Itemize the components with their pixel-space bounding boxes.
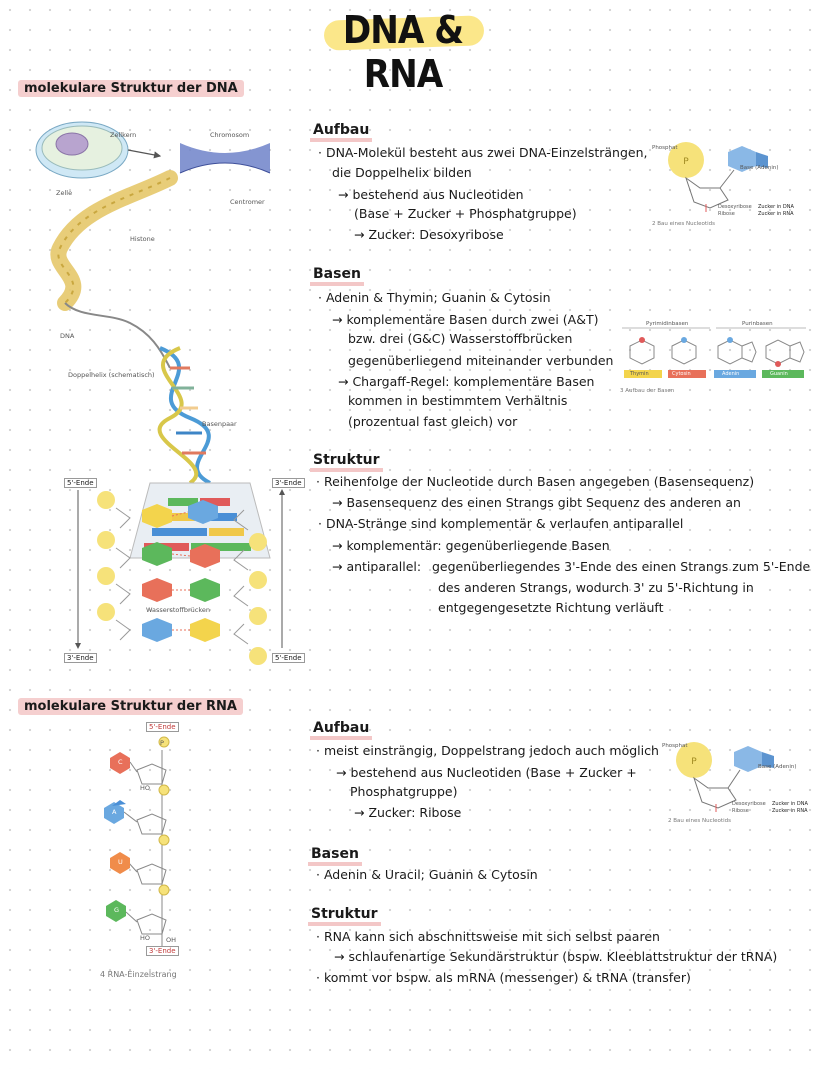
label-guanin: Guanin <box>770 371 788 377</box>
dna-structure-figure <box>20 118 310 678</box>
svg-text:P: P <box>691 757 697 767</box>
label-doppelhelix: Doppelhelix (schematisch) <box>68 371 155 379</box>
rna-struktur-heading: Struktur <box>308 906 381 926</box>
rna-aufbau-line: Phosphatgruppe) <box>350 784 458 799</box>
rna-nuc-label-phosphat: Phosphat <box>662 743 688 749</box>
rna-label-ho: HO <box>140 784 151 792</box>
rna-label-g: G <box>114 906 120 914</box>
dna-section-heading: molekulare Struktur der DNA <box>18 80 244 97</box>
rna-aufbau-heading: Aufbau <box>310 720 372 740</box>
rna-strand-figure <box>92 720 202 965</box>
dna-aufbau-line: (Base + Zucker + Phosphatgruppe) <box>354 206 577 221</box>
nuc-label-phosphat: Phosphat <box>652 145 678 151</box>
rna-label-u: U <box>118 858 123 866</box>
dna-basen-line: gegenüberliegend miteinander verbunden <box>348 353 614 368</box>
dna-basen-line: kommen in bestimmtem Verhältnis <box>348 393 568 408</box>
label-3-ende-left: 3'-Ende <box>64 653 97 663</box>
dna-basen-line: bzw. drei (G&C) Wasserstoffbrücken <box>348 331 573 346</box>
label-purinbasen: Purinbasen <box>742 321 773 327</box>
rna-basen-heading: Basen <box>308 846 362 866</box>
label-5-ende-right: 5'-Ende <box>272 653 305 663</box>
label-zelle: Zelle <box>56 189 73 197</box>
label-zellkern: Zellkern <box>110 131 137 139</box>
rna-basen-line: · Adenin & Uracil; Guanin & Cytosin <box>316 867 538 882</box>
dna-basen-line: (prozentual fast gleich) vor <box>348 414 518 429</box>
dna-aufbau-line: · DNA-Molekül besteht aus zwei DNA-Einzelsträngen, <box>318 145 648 160</box>
rna-nuc-caption: 2 Bau eines Nucleotids <box>668 818 731 824</box>
rna-struktur-line: · RNA kann sich abschnittsweise mit sich selbst paaren <box>316 929 660 944</box>
page-title: DNA & RNA <box>318 6 488 58</box>
dna-struktur-line: · DNA-Stränge sind komplementär & verlaufen antiparallel <box>318 516 684 531</box>
label-centromer: Centromer <box>230 198 265 206</box>
dna-basen-line: · Adenin & Thymin; Guanin & Cytosin <box>318 290 551 305</box>
dna-struktur-heading: Struktur <box>310 452 383 472</box>
dna-struktur-line: gegenüberliegendes 3'-Ende des einen Strangs zum 5'-Ende <box>432 559 811 574</box>
rna-nuc-label-zucker-dna: Zucker in DNA <box>772 801 808 807</box>
label-histone: Histone <box>130 235 155 243</box>
rna-label-p: P <box>160 739 164 747</box>
dna-struktur-line: → komplementär: gegenüberliegende Basen <box>332 538 610 553</box>
dna-struktur-line: → Basensequenz des einen Strangs gibt Sequenz des anderen an <box>332 495 741 510</box>
dna-aufbau-line: → bestehend aus Nucleotiden <box>338 187 524 202</box>
rna-aufbau-line: → Zucker: Ribose <box>354 805 462 820</box>
rna-section-heading: molekulare Struktur der RNA <box>18 698 243 715</box>
dna-struktur-line: des anderen Strangs, wodurch 3' zu 5'-Richtung in <box>438 580 754 595</box>
rna-label-ho: HO <box>140 934 151 942</box>
label-3-ende-right: 3'-Ende <box>272 478 305 488</box>
rna-nuc-label-base: Base (Adenin) <box>758 764 797 770</box>
rna-nuc-label-ribose: Ribose <box>732 808 749 814</box>
rna-label-c: C <box>118 758 123 766</box>
label-wasserstoffbruecken: Wasserstoffbrücken <box>146 606 210 614</box>
rna-nuc-label-desoxyribose: Desoxyribose <box>732 801 766 807</box>
rna-struktur-line: · kommt vor bspw. als mRNA (messenger) & tRNA (transfer) <box>316 970 691 985</box>
dna-struktur-line: · Reihenfolge der Nucleotide durch Basen angegeben (Basensequenz) <box>316 474 755 489</box>
label-chromosom: Chromosom <box>210 131 250 139</box>
nuc-label-zucker-dna: Zucker in DNA <box>758 204 794 210</box>
rna-aufbau-line: · meist einsträngig, Doppelstrang jedoch auch möglich <box>316 743 659 758</box>
dna-aufbau-line: die Doppelhelix bilden <box>332 165 472 180</box>
nuc-caption: 2 Bau eines Nucleotids <box>652 221 715 227</box>
rna-struktur-line: → schlaufenartige Sekundärstruktur (bspw. Kleeblattstruktur der tRNA) <box>334 949 778 964</box>
label-pyrimidinbasen: Pyrimidinbasen <box>646 321 689 327</box>
dna-basen-line: → Chargaff-Regel: komplementäre Basen <box>338 374 595 389</box>
dna-struktur-line: entgegengesetzte Richtung verläuft <box>438 600 664 615</box>
rna-caption: 4 RNA-Einzelstrang <box>100 970 177 979</box>
rna-label-oh: OH <box>166 936 177 944</box>
dna-struktur-line: → antiparallel: <box>332 559 422 574</box>
dna-aufbau-heading: Aufbau <box>310 122 372 142</box>
label-adenin: Adenin <box>722 371 740 377</box>
bases-caption: 3 Aufbau der Basen <box>620 388 675 394</box>
dna-basen-line: → komplementäre Basen durch zwei (A&T) <box>332 312 599 327</box>
label-5-ende-left: 5'-Ende <box>64 478 97 488</box>
dna-aufbau-line: → Zucker: Desoxyribose <box>354 227 504 242</box>
rna-label-5-ende: 5'-Ende <box>146 722 179 732</box>
nuc-label-ribose: Ribose <box>718 211 735 217</box>
nuc-label-desoxyribose: Desoxyribose <box>718 204 752 210</box>
label-cytosin: Cytosin <box>672 371 691 377</box>
nuc-label-zucker-rna: Zucker in RNA <box>758 211 794 217</box>
label-basenpaar: Basenpaar <box>202 420 237 428</box>
rna-nuc-label-zucker-rna: Zucker in RNA <box>772 808 808 814</box>
nuc-label-base: Base (Adenin) <box>740 165 779 171</box>
svg-text:P: P <box>683 157 689 167</box>
rna-label-a: A <box>112 808 117 816</box>
label-dna: DNA <box>60 332 75 340</box>
rna-label-3-ende: 3'-Ende <box>146 946 179 956</box>
label-thymin: Thymin <box>630 371 649 377</box>
dna-basen-heading: Basen <box>310 266 364 286</box>
rna-aufbau-line: → bestehend aus Nucleotiden (Base + Zucker + <box>336 765 637 780</box>
